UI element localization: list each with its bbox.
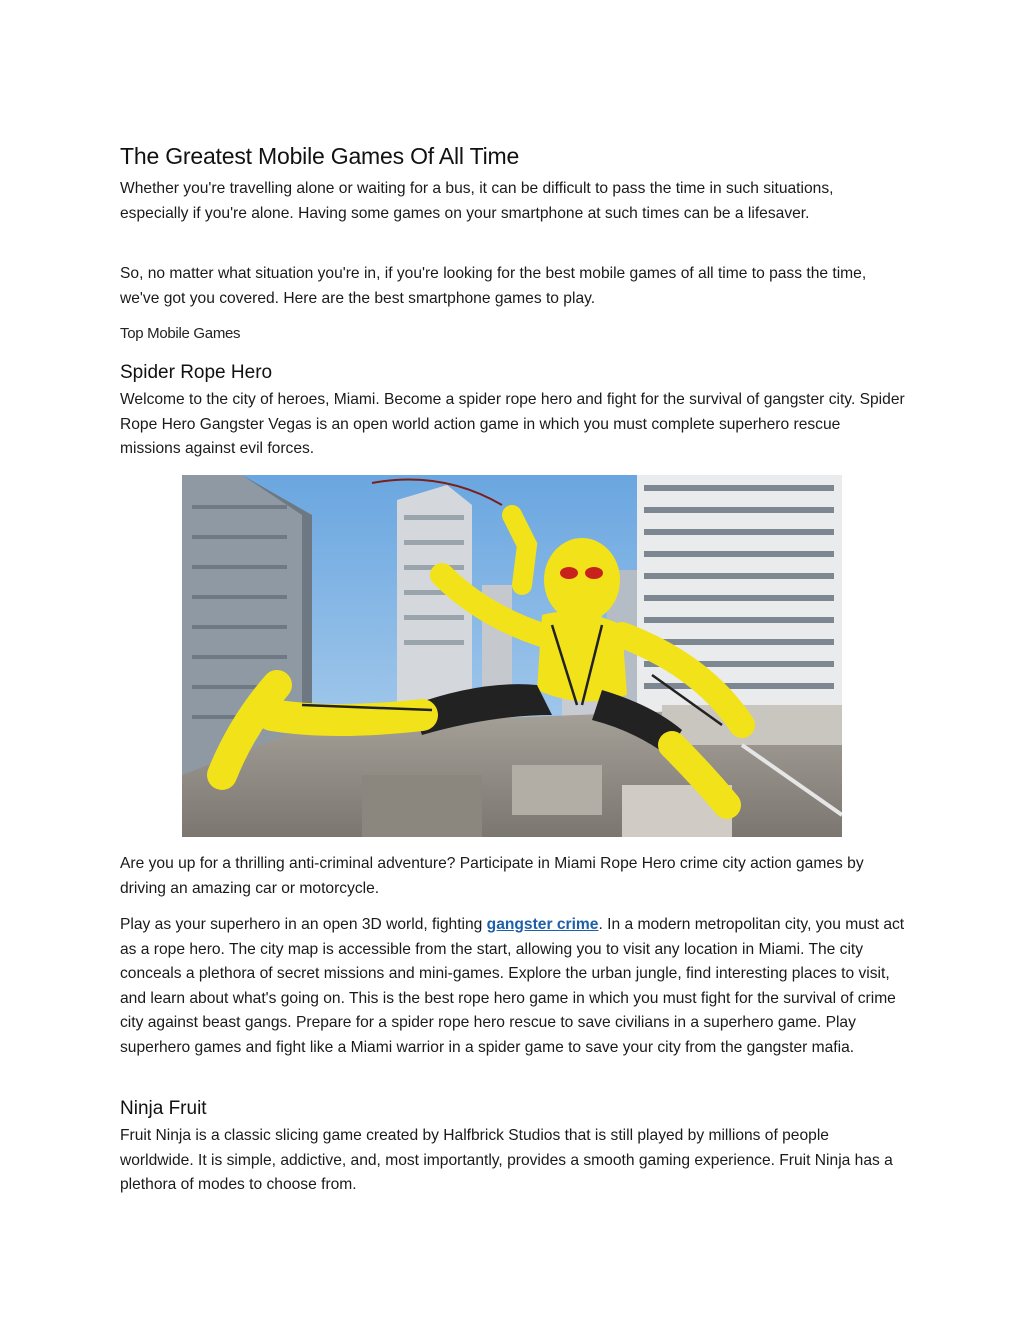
spider-paragraph-3-end: . In a modern metropolitan city, you must act as a rope hero. The city map is accessible from the start, allowing you to visit any location in Miami. The city conceals a plethora of secret missions and mini-games. Explore the urban jungle, find interesting places to visit, and learn about what's going on. This is the best rope hero game in which you must fight for the survival of crime city against beast gangs. Prepare for a spider rope hero rescue to save civilians in a superhero game. Play superhero games and fight like a Miami warrior in a spider game to save your city from the gangster mafia. [120, 916, 905, 1056]
spider-rope-hero-image [182, 475, 842, 837]
spider-rope-hero-heading: Spider Rope Hero [120, 362, 273, 383]
spider-paragraph-1: Welcome to the city of heroes, Miami. Become a spider rope hero and fight for the survival of gangster city. Spider Rope Hero Gangster Vegas is an open world action game in which you must complete superhero rescue missions against evil forces. [120, 391, 905, 457]
section-label: Top Mobile Games [120, 325, 241, 342]
game-screenshot-illustration [182, 475, 842, 837]
spider-paragraph-3 [120, 913, 905, 1060]
page-title: The Greatest Mobile Games Of All Time [120, 143, 520, 169]
intro-paragraph-2: So, no matter what situation you're in, if you're looking for the best mobile games of all time to pass the time, we've got you covered. Here are the best smartphone games to play. [120, 265, 867, 307]
intro-paragraph-1: Whether you're travelling alone or waiting for a bus, it can be difficult to pass the time in such situations, especially if you're alone. Having some games on your smartphone at such times can be a lifesaver. [120, 180, 834, 222]
spider-paragraph-3-start: Play as your superhero in an open 3D world, fighting [120, 916, 487, 933]
ninja-fruit-heading: Ninja Fruit [120, 1098, 207, 1119]
ninja-paragraph-1: Fruit Ninja is a classic slicing game created by Halfbrick Studios that is still played by millions of people worldwide. It is simple, addictive, and, most importantly, provides a smooth gaming experience. Fruit Ninja has a plethora of modes to choose from. [120, 1127, 893, 1193]
spider-paragraph-2: Are you up for a thrilling anti-criminal adventure? Participate in Miami Rope Hero crime city action games by driving an amazing car or motorcycle. [120, 855, 864, 897]
gangster-crime-link[interactable]: gangster crime [486, 916, 599, 933]
